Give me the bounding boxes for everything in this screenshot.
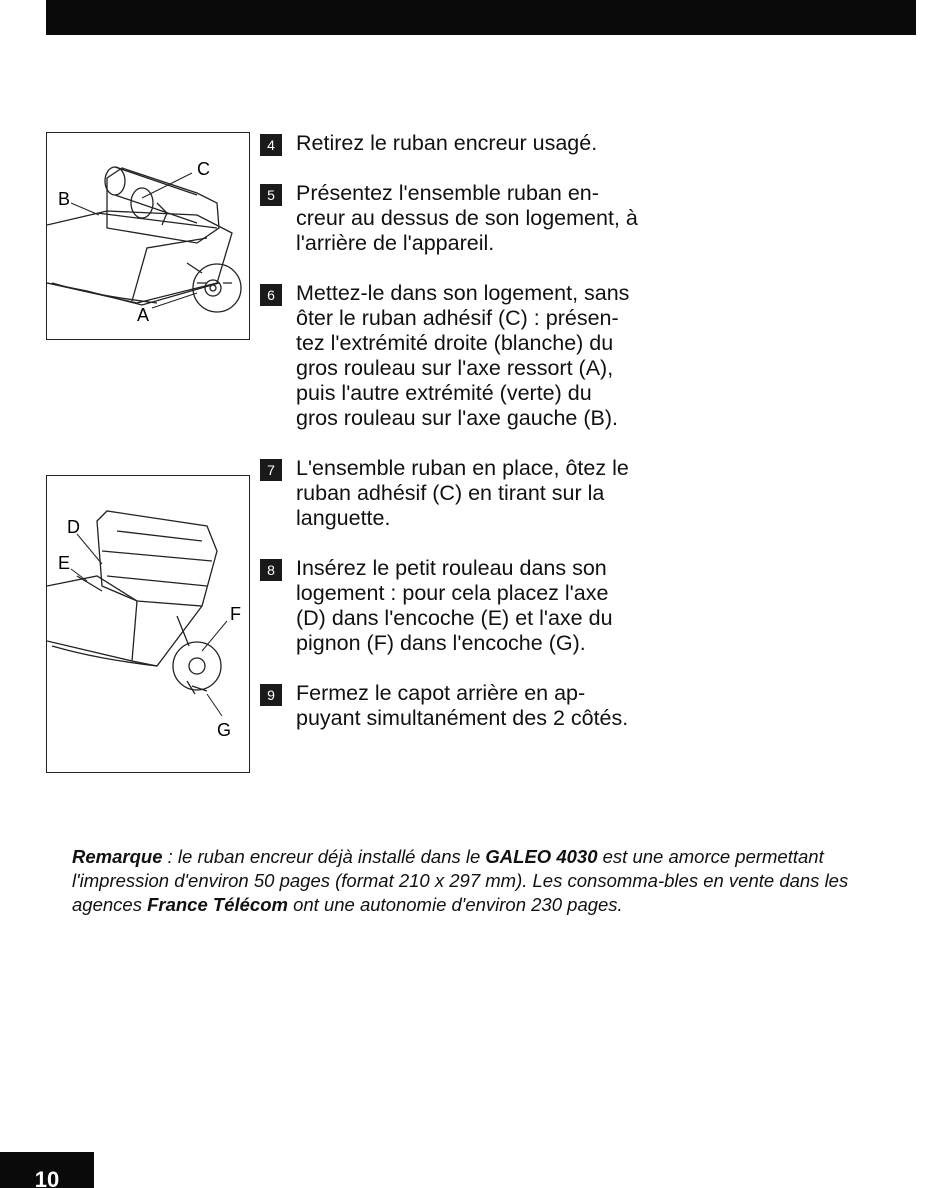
step-text-line: Insérez le petit rouleau dans son	[296, 556, 607, 580]
step-number-badge: 4	[260, 134, 282, 156]
step-text-line: Présentez l'ensemble ruban en-	[296, 181, 599, 205]
label-c: C	[197, 159, 210, 179]
step-number-badge: 7	[260, 459, 282, 481]
remark-text: est une amorce permettant l'impression d'environ 50 pages (format 210 x 297 mm). Les consomma-bles en vente dans les agences	[72, 845, 849, 915]
fax-open-illustration	[47, 476, 249, 772]
remark-text: ont une autonomie d'environ 230 pages.	[287, 893, 623, 915]
step-text-line: (D) dans l'encoche (E) et l'axe du	[296, 606, 613, 630]
label-a: A	[137, 305, 150, 325]
label-g: G	[217, 720, 232, 740]
step-number-badge: 6	[260, 284, 282, 306]
step-4	[258, 131, 688, 156]
instruction-steps	[258, 131, 688, 731]
step-text-line: languette.	[296, 506, 391, 530]
header-bar	[46, 0, 916, 35]
step-text-line: pignon (F) dans l'encoche (G).	[296, 631, 586, 655]
step-5	[258, 181, 688, 256]
page-number: 10	[0, 1152, 94, 1188]
step-9	[258, 681, 688, 731]
fax-rear-illustration	[47, 133, 249, 339]
step-text-line: Fermez le capot arrière en ap-	[296, 681, 586, 705]
step-text-line: Retirez le ruban encreur usagé.	[296, 131, 598, 155]
step-text-line: gros rouleau sur l'axe ressort (A),	[296, 356, 614, 380]
step-text-line: puis l'autre extrémité (verte) du	[296, 381, 592, 405]
step-text-line: L'ensemble ruban en place, ôtez le	[296, 456, 629, 480]
label-e: E	[58, 553, 71, 573]
step-text-line: ruban adhésif (C) en tirant sur la	[296, 481, 605, 505]
company-name: France Télécom	[147, 893, 288, 915]
step-text-line: puyant simultanément des 2 côtés.	[296, 706, 629, 730]
remark-label: Remarque	[72, 845, 163, 867]
label-b: B	[58, 189, 71, 209]
remark-text: le ruban encreur déjà installé dans le	[177, 845, 486, 867]
remark-note	[72, 845, 872, 917]
step-text-line: Mettez-le dans son logement, sans	[296, 281, 630, 305]
step-number-badge: 9	[260, 684, 282, 706]
step-7	[258, 456, 688, 531]
step-8	[258, 556, 688, 656]
step-text-line: ôter le ruban adhésif (C) : présen-	[296, 306, 619, 330]
step-text-line: tez l'extrémité droite (blanche) du	[296, 331, 614, 355]
ribbon-installation-illustration	[46, 132, 250, 340]
remark-separator: :	[162, 845, 178, 867]
small-roller-illustration	[46, 475, 250, 773]
step-text-line: l'arrière de l'appareil.	[296, 231, 495, 255]
product-name: GALEO 4030	[485, 845, 598, 867]
step-6	[258, 281, 688, 431]
label-d: D	[67, 517, 80, 537]
step-number-badge: 5	[260, 184, 282, 206]
step-number-badge: 8	[260, 559, 282, 581]
step-text-line: logement : pour cela placez l'axe	[296, 581, 609, 605]
step-text-line: gros rouleau sur l'axe gauche (B).	[296, 406, 618, 430]
step-text-line: creur au dessus de son logement, à	[296, 206, 638, 230]
label-f: F	[230, 604, 241, 624]
